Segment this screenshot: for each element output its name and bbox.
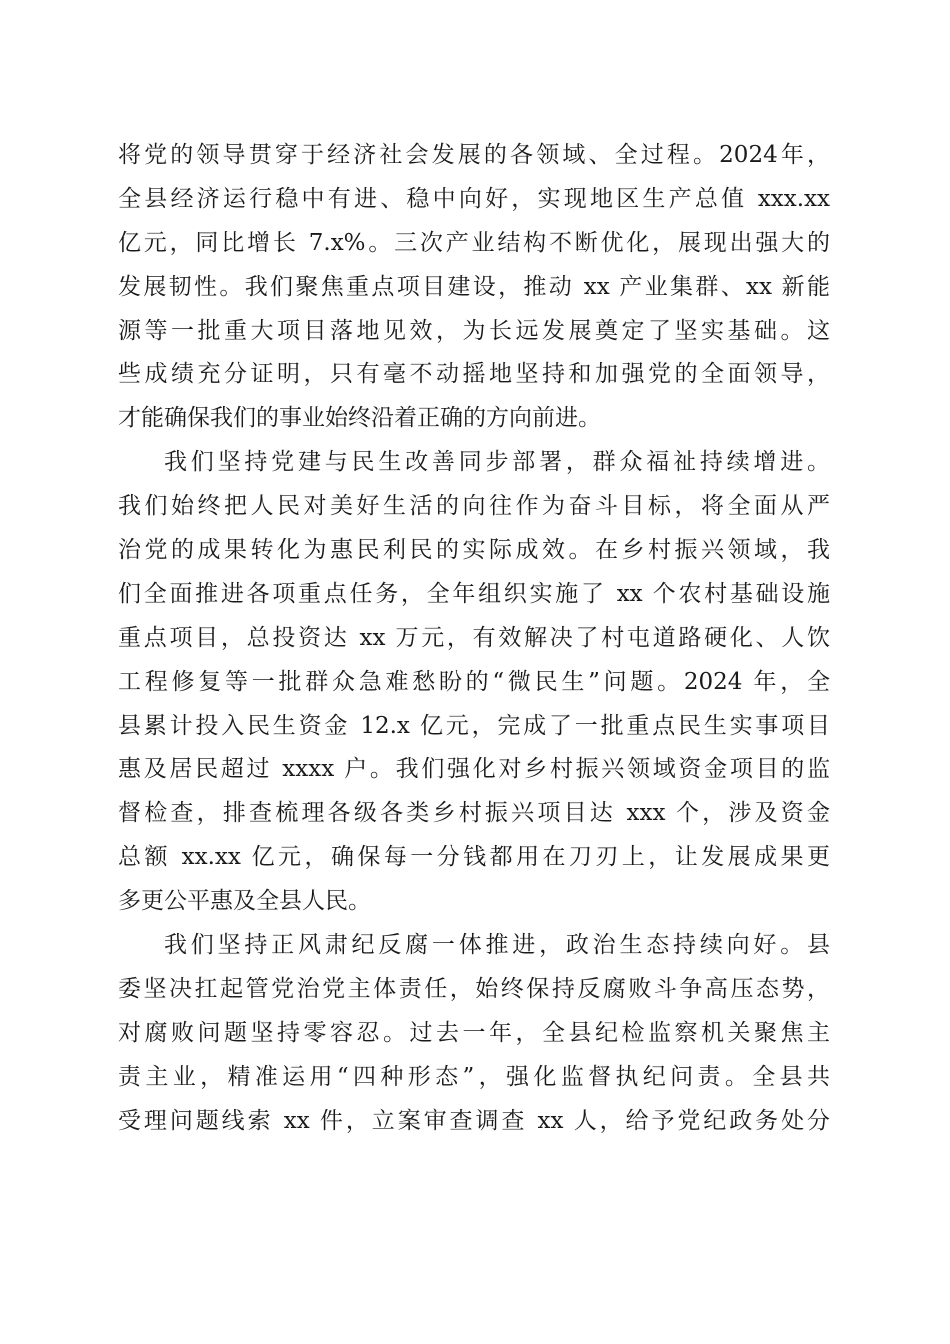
text-line: 县累计投入民生资金 12.x 亿元，完成了一批重点民生实事项目 xyxy=(118,712,830,739)
text-line: 些成绩充分证明，只有毫不动摇地坚持和加强党的全面领导， xyxy=(118,361,830,388)
text-line: 才能确保我们的事业始终沿着正确的方向前进。 xyxy=(118,405,601,432)
text-line: 我们坚持党建与民生改善同步部署，群众福祉持续增进。 xyxy=(164,449,830,476)
text-line: 我们始终把人民对美好生活的向往作为奋斗目标，将全面从严 xyxy=(118,493,830,520)
text-line: 发展韧性。我们聚焦重点项目建设，推动 xx 产业集群、xx 新能 xyxy=(118,273,830,300)
body-text xyxy=(118,134,830,1143)
text-line: 总额 xx.xx 亿元，确保每一分钱都用在刀刃上，让发展成果更 xyxy=(118,844,830,871)
text-line: 们全面推进各项重点任务，全年组织实施了 xx 个农村基础设施 xyxy=(118,580,830,607)
text-line: 我们坚持正风肃纪反腐一体推进，政治生态持续向好。县 xyxy=(164,932,830,959)
text-line: 将党的领导贯穿于经济社会发展的各领域、全过程。2024年， xyxy=(118,142,830,168)
paragraph-1 xyxy=(118,134,830,441)
text-line: 多更公平惠及全县人民。 xyxy=(118,888,371,915)
text-line: 重点项目，总投资达 xx 万元，有效解决了村屯道路硬化、人饮 xyxy=(118,624,830,651)
paragraph-2 xyxy=(118,441,830,924)
text-line: 亿元，同比增长 7.x%。三次产业结构不断优化，展现出强大的 xyxy=(118,229,830,256)
text-line: 源等一批重大项目落地见效，为长远发展奠定了坚实基础。这 xyxy=(118,317,830,344)
text-line: 督检查，排查梳理各级各类乡村振兴项目达 xxx 个，涉及资金 xyxy=(118,800,830,827)
text-line: 责主业，精准运用“四种形态”，强化监督执纪问责。全县共 xyxy=(118,1063,830,1090)
text-line: 委坚决扛起管党治党主体责任，始终保持反腐败斗争高压态势， xyxy=(118,975,830,1002)
text-line: 治党的成果转化为惠民利民的实际成效。在乡村振兴领域，我 xyxy=(118,537,830,564)
text-line: 受理问题线索 xx 件，立案审查调查 xx 人，给予党纪政务处分 xyxy=(118,1107,830,1134)
text-line: 惠及居民超过 xxxx 户。我们强化对乡村振兴领域资金项目的监 xyxy=(118,756,830,783)
paragraph-3 xyxy=(118,924,830,1143)
text-line: 全县经济运行稳中有进、稳中向好，实现地区生产总值 xxx.xx xyxy=(118,185,830,212)
text-line: 工程修复等一批群众急难愁盼的“微民生”问题。2024 年，全 xyxy=(118,668,830,695)
text-line: 对腐败问题坚持零容忍。过去一年，全县纪检监察机关聚焦主 xyxy=(118,1019,830,1046)
